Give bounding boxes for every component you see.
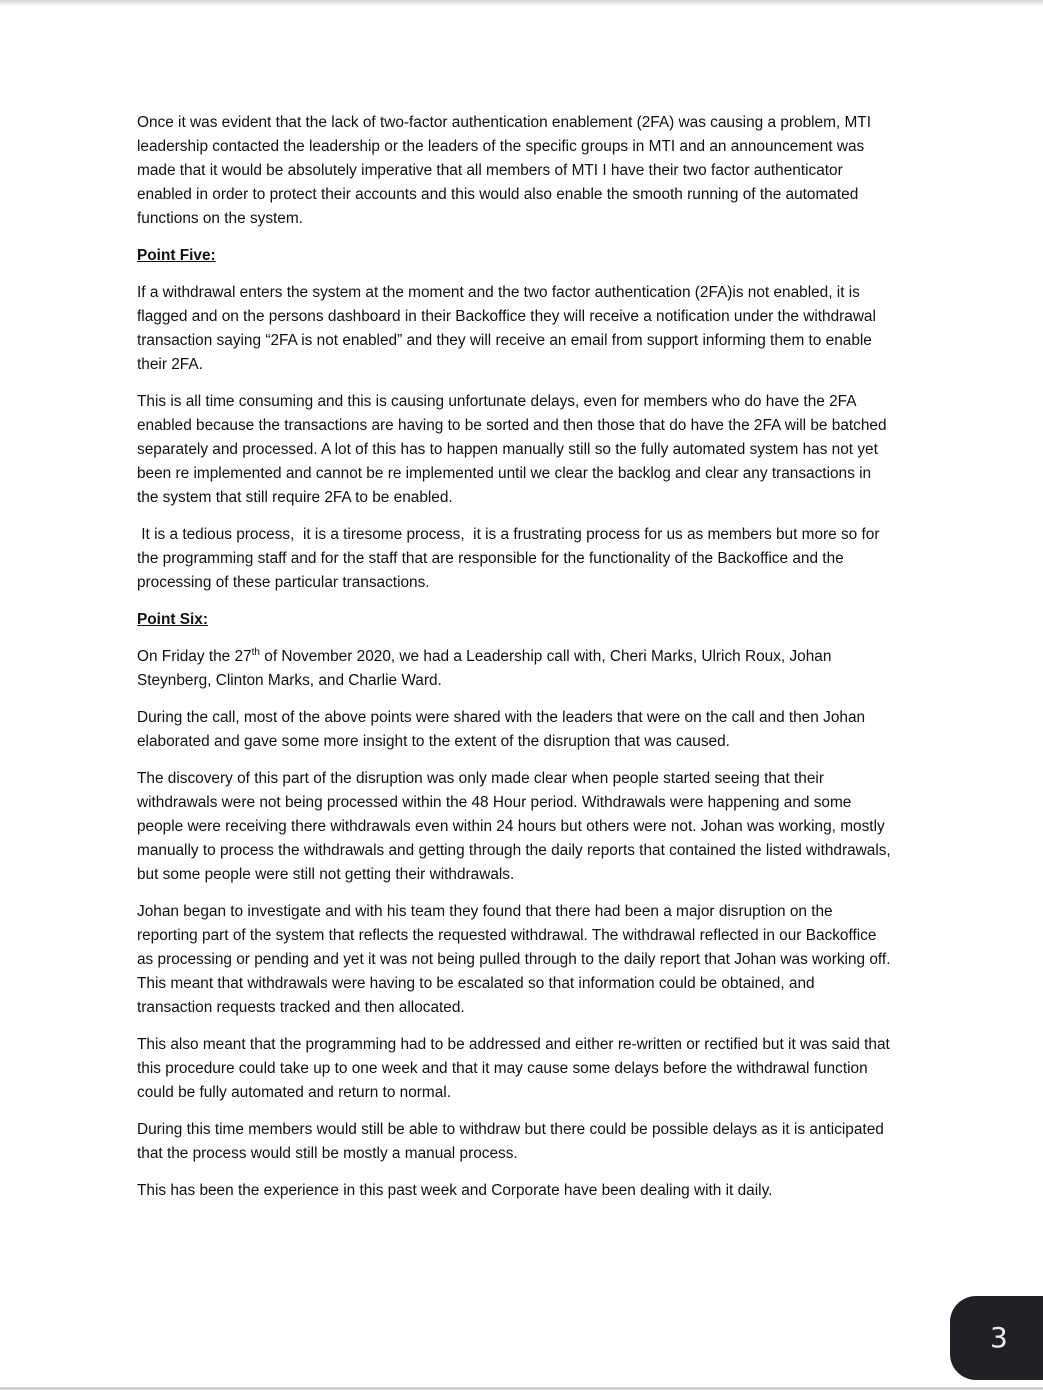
heading-point-six: Point Six: (137, 611, 208, 628)
paragraph-intro: Once it was evident that the lack of two-factor authentication enablement (2FA) was causing a problem, MTI leadership contacted the leadership or the leaders of the specific groups in MTI and an announcement was made that it would be absolutely imperative that all members of MTI I have their two factor authenticator enabled in order to protect their accounts and this would also enable the smooth running of the automated functions on the system. (137, 114, 871, 227)
document-page (137, 111, 893, 1216)
paragraph-point-six-5: This also meant that the programming had to be addressed and either re-written or rectified but it was said that this procedure could take up to one week and that it may cause some delays before the withdrawal function could be fully automated and return to normal. (137, 1036, 890, 1101)
paragraph-point-six-2: During the call, most of the above points were shared with the leaders that were on the call and then Johan elaborated and gave some more insight to the extent of the disruption that was caused. (137, 709, 866, 750)
paragraph-point-six-7: This has been the experience in this past week and Corporate have been dealing with it daily. (137, 1182, 773, 1199)
paragraph-point-five-3: It is a tedious process, it is a tiresome process, it is a frustrating process for us as members but more so for the programming staff and for the staff that are responsible for the functionality of the Backoffice and the processing of these particular transactions. (137, 526, 884, 591)
paragraph-point-six-3: The discovery of this part of the disruption was only made clear when people started seeing that their withdrawals were not being processed within the 48 Hour period. Withdrawals were happening and some people were receiving there withdrawals even within 24 hours but others were not. Johan was working, mostly manually to process the withdrawals and getting through the daily reports that contained the listed withdrawals, but some people were still not getting their withdrawals. (137, 770, 891, 883)
date-text-before: On Friday the 27 (137, 648, 252, 665)
viewer-top-shadow (0, 0, 1043, 6)
heading-point-five: Point Five: (137, 247, 216, 264)
ordinal-suffix: th (251, 646, 260, 658)
date-text-after: of November 2020, we had a Leadership call with, Cheri Marks, Ulrich Roux, Johan Steynberg, Clinton Marks, and Charlie Ward. (137, 648, 832, 689)
paragraph-point-six-6: During this time members would still be able to withdraw but there could be possible delays as it is anticipated that the process would still be mostly a manual process. (137, 1121, 884, 1162)
paragraph-point-six-1 (137, 645, 893, 693)
paragraph-point-six-4: Johan began to investigate and with his team they found that there had been a major disruption on the reporting part of the system that reflects the requested withdrawal. The withdrawal reflected in our Backoffice as processing or pending and yet it was not being pulled through to the daily report that Johan was working off. This meant that withdrawals were having to be escalated so that information could be obtained, and transaction requests tracked and then allocated. (137, 903, 891, 1016)
page-number-indicator: 3 (950, 1296, 1043, 1380)
paragraph-point-five-1: If a withdrawal enters the system at the moment and the two factor authentication (2FA)is not enabled, it is flagged and on the persons dashboard in their Backoffice they will receive a notification under the withdrawal transaction saying “2FA is not enabled” and they will receive an email from support informing them to enable their 2FA. (137, 284, 876, 373)
paragraph-point-five-2: This is all time consuming and this is causing unfortunate delays, even for members who do have the 2FA enabled because the transactions are having to be sorted and then those that do have the 2FA will be batched separately and processed. A lot of this has to happen manually still so the fully automated system has not yet been re implemented and cannot be re implemented until we clear the backlog and clear any transactions in the system that still require 2FA to be enabled. (137, 393, 887, 506)
